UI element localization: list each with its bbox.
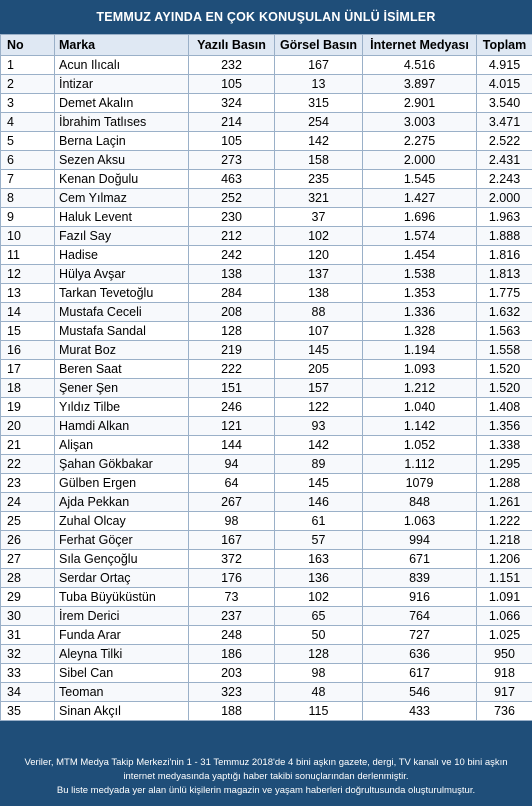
cell-marka: Hamdi Alkan xyxy=(55,417,189,436)
cell-gorsel-basin: 321 xyxy=(275,189,363,208)
cell-internet-medyasi: 1.538 xyxy=(363,265,477,284)
cell-gorsel-basin: 50 xyxy=(275,626,363,645)
cell-marka: Demet Akalın xyxy=(55,94,189,113)
cell-internet-medyasi: 546 xyxy=(363,683,477,702)
cell-gorsel-basin: 102 xyxy=(275,588,363,607)
cell-marka: Hülya Avşar xyxy=(55,265,189,284)
cell-toplam: 1.066 xyxy=(477,607,532,626)
cell-yazili-basin: 176 xyxy=(189,569,275,588)
cell-no: 1 xyxy=(1,56,55,75)
cell-yazili-basin: 203 xyxy=(189,664,275,683)
cell-no: 16 xyxy=(1,341,55,360)
cell-yazili-basin: 214 xyxy=(189,113,275,132)
cell-toplam: 1.963 xyxy=(477,208,532,227)
cell-yazili-basin: 222 xyxy=(189,360,275,379)
cell-yazili-basin: 284 xyxy=(189,284,275,303)
cell-internet-medyasi: 4.516 xyxy=(363,56,477,75)
cell-no: 26 xyxy=(1,531,55,550)
cell-no: 24 xyxy=(1,493,55,512)
cell-marka: İbrahim Tatlıses xyxy=(55,113,189,132)
cell-marka: Fazıl Say xyxy=(55,227,189,246)
table-row xyxy=(1,645,532,664)
cell-gorsel-basin: 142 xyxy=(275,132,363,151)
table-row xyxy=(1,132,532,151)
cell-internet-medyasi: 1.040 xyxy=(363,398,477,417)
cell-gorsel-basin: 137 xyxy=(275,265,363,284)
cell-internet-medyasi: 617 xyxy=(363,664,477,683)
cell-internet-medyasi: 1.052 xyxy=(363,436,477,455)
cell-toplam: 1.520 xyxy=(477,379,532,398)
cell-toplam: 4.015 xyxy=(477,75,532,94)
footer-line: Bu liste medyada yer alan ünlü kişilerin magazin ve yaşam haberleri doğrultusunda oluşturulmuştur. xyxy=(56,785,476,796)
column-header-yazili-basin: Yazılı Basın xyxy=(189,35,275,56)
cell-internet-medyasi: 848 xyxy=(363,493,477,512)
table-row xyxy=(1,493,532,512)
cell-toplam: 1.520 xyxy=(477,360,532,379)
table-row xyxy=(1,455,532,474)
cell-no: 5 xyxy=(1,132,55,151)
table-row xyxy=(1,379,532,398)
cell-no: 19 xyxy=(1,398,55,417)
cell-internet-medyasi: 2.901 xyxy=(363,94,477,113)
table-row xyxy=(1,322,532,341)
cell-toplam: 950 xyxy=(477,645,532,664)
table-row xyxy=(1,398,532,417)
cell-yazili-basin: 324 xyxy=(189,94,275,113)
cell-no: 34 xyxy=(1,683,55,702)
cell-internet-medyasi: 1.696 xyxy=(363,208,477,227)
cell-marka: Alişan xyxy=(55,436,189,455)
cell-yazili-basin: 138 xyxy=(189,265,275,284)
page-title: TEMMUZ AYINDA EN ÇOK KONUŞULAN ÜNLÜ İSİMLER xyxy=(0,0,532,34)
cell-toplam: 1.288 xyxy=(477,474,532,493)
cell-yazili-basin: 267 xyxy=(189,493,275,512)
cell-yazili-basin: 64 xyxy=(189,474,275,493)
cell-marka: Gülben Ergen xyxy=(55,474,189,493)
cell-toplam: 3.540 xyxy=(477,94,532,113)
cell-marka: Şener Şen xyxy=(55,379,189,398)
cell-gorsel-basin: 254 xyxy=(275,113,363,132)
table-row xyxy=(1,246,532,265)
cell-gorsel-basin: 128 xyxy=(275,645,363,664)
cell-yazili-basin: 237 xyxy=(189,607,275,626)
cell-no: 20 xyxy=(1,417,55,436)
cell-no: 9 xyxy=(1,208,55,227)
cell-internet-medyasi: 3.897 xyxy=(363,75,477,94)
cell-marka: Tarkan Tevetoğlu xyxy=(55,284,189,303)
cell-yazili-basin: 273 xyxy=(189,151,275,170)
cell-gorsel-basin: 138 xyxy=(275,284,363,303)
table-row xyxy=(1,208,532,227)
cell-internet-medyasi: 433 xyxy=(363,702,477,721)
cell-gorsel-basin: 315 xyxy=(275,94,363,113)
cell-yazili-basin: 232 xyxy=(189,56,275,75)
table-row xyxy=(1,360,532,379)
cell-toplam: 917 xyxy=(477,683,532,702)
cell-gorsel-basin: 167 xyxy=(275,56,363,75)
table-row xyxy=(1,341,532,360)
cell-no: 27 xyxy=(1,550,55,569)
cell-marka: Ajda Pekkan xyxy=(55,493,189,512)
cell-gorsel-basin: 145 xyxy=(275,341,363,360)
cell-no: 18 xyxy=(1,379,55,398)
table-row xyxy=(1,531,532,550)
cell-internet-medyasi: 1.194 xyxy=(363,341,477,360)
table-row xyxy=(1,284,532,303)
table-row xyxy=(1,626,532,645)
cell-toplam: 1.888 xyxy=(477,227,532,246)
cell-no: 22 xyxy=(1,455,55,474)
cell-marka: Berna Laçin xyxy=(55,132,189,151)
cell-no: 29 xyxy=(1,588,55,607)
cell-internet-medyasi: 2.000 xyxy=(363,151,477,170)
table-row xyxy=(1,550,532,569)
cell-gorsel-basin: 158 xyxy=(275,151,363,170)
cell-no: 7 xyxy=(1,170,55,189)
table-row xyxy=(1,569,532,588)
cell-toplam: 1.816 xyxy=(477,246,532,265)
table-row xyxy=(1,170,532,189)
cell-gorsel-basin: 57 xyxy=(275,531,363,550)
cell-internet-medyasi: 1.212 xyxy=(363,379,477,398)
cell-no: 12 xyxy=(1,265,55,284)
cell-internet-medyasi: 994 xyxy=(363,531,477,550)
cell-gorsel-basin: 98 xyxy=(275,664,363,683)
cell-toplam: 1.558 xyxy=(477,341,532,360)
table-row xyxy=(1,227,532,246)
cell-no: 13 xyxy=(1,284,55,303)
column-header-internet-medyasi: İnternet Medyası xyxy=(363,35,477,56)
cell-gorsel-basin: 163 xyxy=(275,550,363,569)
cell-gorsel-basin: 93 xyxy=(275,417,363,436)
cell-gorsel-basin: 205 xyxy=(275,360,363,379)
cell-gorsel-basin: 136 xyxy=(275,569,363,588)
cell-marka: Şahan Gökbakar xyxy=(55,455,189,474)
cell-yazili-basin: 463 xyxy=(189,170,275,189)
cell-yazili-basin: 323 xyxy=(189,683,275,702)
cell-no: 33 xyxy=(1,664,55,683)
cell-marka: Acun Ilıcalı xyxy=(55,56,189,75)
cell-yazili-basin: 73 xyxy=(189,588,275,607)
cell-toplam: 1.813 xyxy=(477,265,532,284)
cell-yazili-basin: 121 xyxy=(189,417,275,436)
cell-toplam: 1.261 xyxy=(477,493,532,512)
cell-marka: İrem Derici xyxy=(55,607,189,626)
cell-marka: Funda Arar xyxy=(55,626,189,645)
cell-gorsel-basin: 61 xyxy=(275,512,363,531)
cell-internet-medyasi: 1079 xyxy=(363,474,477,493)
cell-internet-medyasi: 839 xyxy=(363,569,477,588)
cell-no: 23 xyxy=(1,474,55,493)
cell-no: 15 xyxy=(1,322,55,341)
cell-no: 14 xyxy=(1,303,55,322)
cell-no: 35 xyxy=(1,702,55,721)
table-row xyxy=(1,512,532,531)
cell-gorsel-basin: 122 xyxy=(275,398,363,417)
table-row xyxy=(1,189,532,208)
cell-toplam: 1.295 xyxy=(477,455,532,474)
cell-toplam: 1.091 xyxy=(477,588,532,607)
cell-gorsel-basin: 120 xyxy=(275,246,363,265)
cell-yazili-basin: 246 xyxy=(189,398,275,417)
cell-internet-medyasi: 1.353 xyxy=(363,284,477,303)
table-row xyxy=(1,151,532,170)
table-row xyxy=(1,56,532,75)
cell-gorsel-basin: 48 xyxy=(275,683,363,702)
cell-internet-medyasi: 2.275 xyxy=(363,132,477,151)
table-header-row xyxy=(1,35,532,56)
cell-marka: Cem Yılmaz xyxy=(55,189,189,208)
cell-gorsel-basin: 235 xyxy=(275,170,363,189)
cell-no: 8 xyxy=(1,189,55,208)
cell-no: 28 xyxy=(1,569,55,588)
table-row xyxy=(1,474,532,493)
cell-marka: İntizar xyxy=(55,75,189,94)
cell-toplam: 736 xyxy=(477,702,532,721)
cell-yazili-basin: 144 xyxy=(189,436,275,455)
cell-gorsel-basin: 13 xyxy=(275,75,363,94)
column-header-toplam: Toplam xyxy=(477,35,532,56)
cell-internet-medyasi: 916 xyxy=(363,588,477,607)
cell-toplam: 1.775 xyxy=(477,284,532,303)
cell-toplam: 3.471 xyxy=(477,113,532,132)
cell-no: 21 xyxy=(1,436,55,455)
cell-no: 25 xyxy=(1,512,55,531)
cell-yazili-basin: 252 xyxy=(189,189,275,208)
cell-no: 30 xyxy=(1,607,55,626)
cell-internet-medyasi: 636 xyxy=(363,645,477,664)
table-row xyxy=(1,683,532,702)
cell-marka: Sezen Aksu xyxy=(55,151,189,170)
cell-no: 32 xyxy=(1,645,55,664)
cell-toplam: 2.243 xyxy=(477,170,532,189)
table-row xyxy=(1,588,532,607)
cell-yazili-basin: 219 xyxy=(189,341,275,360)
cell-marka: Aleyna Tilki xyxy=(55,645,189,664)
cell-toplam: 1.356 xyxy=(477,417,532,436)
cell-yazili-basin: 208 xyxy=(189,303,275,322)
cell-marka: Sinan Akçıl xyxy=(55,702,189,721)
cell-toplam: 1.218 xyxy=(477,531,532,550)
cell-gorsel-basin: 142 xyxy=(275,436,363,455)
column-header-gorsel-basin: Görsel Basın xyxy=(275,35,363,56)
cell-internet-medyasi: 764 xyxy=(363,607,477,626)
cell-yazili-basin: 230 xyxy=(189,208,275,227)
cell-gorsel-basin: 115 xyxy=(275,702,363,721)
cell-marka: Sibel Can xyxy=(55,664,189,683)
cell-no: 3 xyxy=(1,94,55,113)
cell-yazili-basin: 94 xyxy=(189,455,275,474)
table-row xyxy=(1,702,532,721)
cell-internet-medyasi: 1.545 xyxy=(363,170,477,189)
cell-marka: Mustafa Ceceli xyxy=(55,303,189,322)
cell-toplam: 1.151 xyxy=(477,569,532,588)
cell-marka: Haluk Levent xyxy=(55,208,189,227)
cell-toplam: 1.632 xyxy=(477,303,532,322)
cell-internet-medyasi: 1.093 xyxy=(363,360,477,379)
cell-no: 11 xyxy=(1,246,55,265)
footer-line: internet medyasında yaptığı haber takibi sonuçlarından derlenmiştir. xyxy=(123,771,409,782)
cell-marka: Zuhal Olcay xyxy=(55,512,189,531)
cell-toplam: 1.408 xyxy=(477,398,532,417)
table-row xyxy=(1,303,532,322)
cell-toplam: 1.563 xyxy=(477,322,532,341)
cell-yazili-basin: 186 xyxy=(189,645,275,664)
ranking-table xyxy=(0,34,532,721)
cell-internet-medyasi: 1.328 xyxy=(363,322,477,341)
cell-no: 4 xyxy=(1,113,55,132)
cell-internet-medyasi: 727 xyxy=(363,626,477,645)
cell-marka: Sıla Gençoğlu xyxy=(55,550,189,569)
cell-marka: Teoman xyxy=(55,683,189,702)
column-header-marka: Marka xyxy=(55,35,189,56)
table-row xyxy=(1,75,532,94)
cell-gorsel-basin: 89 xyxy=(275,455,363,474)
column-header-no: No xyxy=(1,35,55,56)
cell-toplam: 4.915 xyxy=(477,56,532,75)
table-row xyxy=(1,113,532,132)
cell-gorsel-basin: 37 xyxy=(275,208,363,227)
cell-internet-medyasi: 1.142 xyxy=(363,417,477,436)
cell-internet-medyasi: 3.003 xyxy=(363,113,477,132)
cell-marka: Hadise xyxy=(55,246,189,265)
cell-yazili-basin: 98 xyxy=(189,512,275,531)
cell-yazili-basin: 212 xyxy=(189,227,275,246)
table-row xyxy=(1,664,532,683)
cell-yazili-basin: 248 xyxy=(189,626,275,645)
cell-no: 17 xyxy=(1,360,55,379)
cell-no: 10 xyxy=(1,227,55,246)
cell-yazili-basin: 188 xyxy=(189,702,275,721)
table-row xyxy=(1,417,532,436)
cell-toplam: 918 xyxy=(477,664,532,683)
cell-gorsel-basin: 146 xyxy=(275,493,363,512)
cell-marka: Mustafa Sandal xyxy=(55,322,189,341)
cell-internet-medyasi: 1.454 xyxy=(363,246,477,265)
cell-internet-medyasi: 1.063 xyxy=(363,512,477,531)
cell-toplam: 2.000 xyxy=(477,189,532,208)
cell-internet-medyasi: 671 xyxy=(363,550,477,569)
cell-marka: Kenan Doğulu xyxy=(55,170,189,189)
footer-note xyxy=(0,750,532,806)
cell-toplam: 1.338 xyxy=(477,436,532,455)
cell-marka: Beren Saat xyxy=(55,360,189,379)
cell-gorsel-basin: 107 xyxy=(275,322,363,341)
cell-toplam: 2.431 xyxy=(477,151,532,170)
cell-internet-medyasi: 1.336 xyxy=(363,303,477,322)
cell-marka: Yıldız Tilbe xyxy=(55,398,189,417)
cell-toplam: 1.206 xyxy=(477,550,532,569)
cell-no: 31 xyxy=(1,626,55,645)
footer-line: Veriler, MTM Medya Takip Merkezi'nin 1 - 31 Temmuz 2018'de 4 bini aşkın gazete, dergi, TV kanalı ve 10 bini aşkın xyxy=(24,757,508,768)
cell-marka: Serdar Ortaç xyxy=(55,569,189,588)
cell-toplam: 1.025 xyxy=(477,626,532,645)
cell-yazili-basin: 372 xyxy=(189,550,275,569)
cell-yazili-basin: 105 xyxy=(189,75,275,94)
table-row xyxy=(1,436,532,455)
table-row xyxy=(1,94,532,113)
cell-gorsel-basin: 102 xyxy=(275,227,363,246)
cell-yazili-basin: 167 xyxy=(189,531,275,550)
cell-gorsel-basin: 88 xyxy=(275,303,363,322)
cell-gorsel-basin: 145 xyxy=(275,474,363,493)
cell-toplam: 2.522 xyxy=(477,132,532,151)
cell-yazili-basin: 151 xyxy=(189,379,275,398)
cell-toplam: 1.222 xyxy=(477,512,532,531)
cell-yazili-basin: 105 xyxy=(189,132,275,151)
cell-gorsel-basin: 65 xyxy=(275,607,363,626)
cell-marka: Murat Boz xyxy=(55,341,189,360)
cell-marka: Tuba Büyüküstün xyxy=(55,588,189,607)
cell-internet-medyasi: 1.112 xyxy=(363,455,477,474)
cell-internet-medyasi: 1.427 xyxy=(363,189,477,208)
cell-gorsel-basin: 157 xyxy=(275,379,363,398)
cell-marka: Ferhat Göçer xyxy=(55,531,189,550)
cell-no: 2 xyxy=(1,75,55,94)
table-row xyxy=(1,607,532,626)
table-row xyxy=(1,265,532,284)
cell-no: 6 xyxy=(1,151,55,170)
cell-internet-medyasi: 1.574 xyxy=(363,227,477,246)
cell-yazili-basin: 128 xyxy=(189,322,275,341)
cell-yazili-basin: 242 xyxy=(189,246,275,265)
